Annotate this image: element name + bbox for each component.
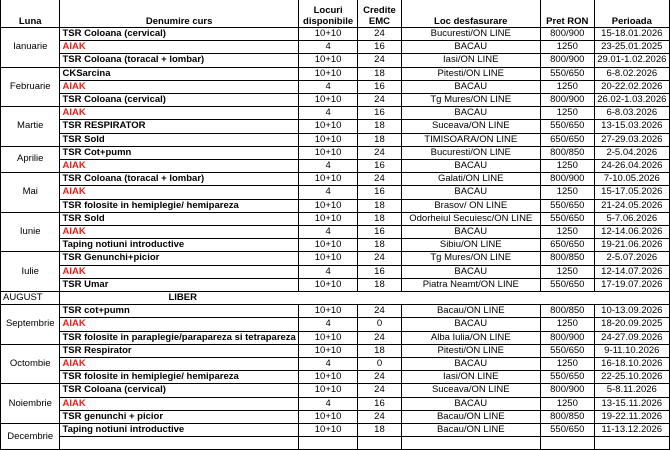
location: Suceava/ON LINE bbox=[401, 384, 540, 397]
price bbox=[540, 437, 594, 450]
emc-credits: 16 bbox=[358, 265, 401, 278]
location: Brasov/ ON LINE bbox=[401, 199, 540, 212]
emc-credits: 24 bbox=[358, 54, 401, 67]
period: 16-18.10.2026 bbox=[594, 358, 669, 371]
table-row bbox=[1, 410, 670, 423]
emc-credits: 0 bbox=[358, 358, 401, 371]
price: 800/900 bbox=[540, 384, 594, 397]
location: TIMISOARA/ON LINE bbox=[401, 133, 540, 146]
course-name: TSR cot+pumn bbox=[60, 305, 298, 318]
month-label: Martie bbox=[1, 107, 60, 147]
seats-available: 4 bbox=[298, 41, 358, 54]
location: Bucuresti/ON LINE bbox=[401, 28, 540, 41]
emc-credits bbox=[358, 437, 401, 450]
table-row bbox=[1, 358, 670, 371]
seats-available: 10+10 bbox=[298, 371, 358, 384]
location: BACAU bbox=[401, 318, 540, 331]
seats-available: 10+10 bbox=[298, 278, 358, 291]
seats-available bbox=[298, 437, 358, 450]
period: 22-25.10.2026 bbox=[594, 371, 669, 384]
seats-available: 10+10 bbox=[298, 173, 358, 186]
location: BACAU bbox=[401, 160, 540, 173]
course-name: TSR Respirator bbox=[60, 344, 298, 357]
seats-available: 10+10 bbox=[298, 239, 358, 252]
seats-available: 10+10 bbox=[298, 67, 358, 80]
period bbox=[594, 437, 669, 450]
course-name: AIAK bbox=[60, 226, 298, 239]
period: 9-11.10.2026 bbox=[594, 344, 669, 357]
period: 12-14.06.2026 bbox=[594, 226, 669, 239]
period: 10-13.09.2026 bbox=[594, 305, 669, 318]
emc-credits: 18 bbox=[358, 212, 401, 225]
header-locuri: Locuri disponibile bbox=[298, 0, 358, 28]
course-name: AIAK bbox=[60, 80, 298, 93]
month-label: Octombie bbox=[1, 344, 60, 384]
price: 1250 bbox=[540, 265, 594, 278]
seats-available: 10+10 bbox=[298, 424, 358, 437]
month-label: Februarie bbox=[1, 67, 60, 107]
emc-credits: 16 bbox=[358, 226, 401, 239]
month-label: Septembrie bbox=[1, 305, 60, 345]
table-row bbox=[1, 41, 670, 54]
month-label: Decembrie bbox=[1, 424, 60, 450]
location: Bacau/ON LINE bbox=[401, 424, 540, 437]
location: BACAU bbox=[401, 397, 540, 410]
header-pret: Pret RON bbox=[540, 0, 594, 28]
price: 800/900 bbox=[540, 173, 594, 186]
table-row bbox=[1, 173, 670, 186]
period: 17-19.07.2026 bbox=[594, 278, 669, 291]
seats-available: 10+10 bbox=[298, 54, 358, 67]
location: Sibiu/ON LINE bbox=[401, 239, 540, 252]
course-name bbox=[60, 437, 298, 450]
course-name: TSR Coloana (toracal + lombar) bbox=[60, 54, 298, 67]
period: 19-21.06.2026 bbox=[594, 239, 669, 252]
month-label: Mai bbox=[1, 173, 60, 213]
seats-available: 10+10 bbox=[298, 120, 358, 133]
location: Tg Mures/ON LINE bbox=[401, 94, 540, 107]
emc-credits: 18 bbox=[358, 278, 401, 291]
table-row bbox=[1, 67, 670, 80]
table-row bbox=[1, 54, 670, 67]
course-name: TSR Umar bbox=[60, 278, 298, 291]
price: 1250 bbox=[540, 80, 594, 93]
price: 800/850 bbox=[540, 252, 594, 265]
seats-available: 10+10 bbox=[298, 410, 358, 423]
price: 550/650 bbox=[540, 212, 594, 225]
table-row bbox=[1, 120, 670, 133]
month-label: Ianuarie bbox=[1, 28, 60, 68]
month-label: Noiembrie bbox=[1, 384, 60, 424]
month-label: Iunie bbox=[1, 212, 60, 252]
period: 15-18.01.2026 bbox=[594, 28, 669, 41]
seats-available: 10+10 bbox=[298, 199, 358, 212]
period: 2-5.04.2026 bbox=[594, 146, 669, 159]
seats-available: 4 bbox=[298, 397, 358, 410]
period: 2-5.07.2026 bbox=[594, 252, 669, 265]
course-name: TSR folosite in hemiplegie/ hemipareza bbox=[60, 371, 298, 384]
table-row bbox=[1, 331, 670, 344]
location: BACAU bbox=[401, 107, 540, 120]
seats-available: 10+10 bbox=[298, 212, 358, 225]
seats-available: 4 bbox=[298, 265, 358, 278]
course-name: AIAK bbox=[60, 41, 298, 54]
emc-credits: 24 bbox=[358, 305, 401, 318]
location: Galati/ON LINE bbox=[401, 173, 540, 186]
seats-available: 4 bbox=[298, 186, 358, 199]
course-name: TSR folosite in hemiplegie/ hemipareza bbox=[60, 199, 298, 212]
emc-credits: 16 bbox=[358, 80, 401, 93]
header-credite: Credite EMC bbox=[358, 0, 401, 28]
price: 1250 bbox=[540, 358, 594, 371]
location: Bucuresti/ON LINE bbox=[401, 146, 540, 159]
location: Odorheiul Secuiesc/ON LINE bbox=[401, 212, 540, 225]
table-row bbox=[1, 305, 670, 318]
location: Piatra Neamt/ON LINE bbox=[401, 278, 540, 291]
emc-credits: 24 bbox=[358, 28, 401, 41]
emc-credits: 18 bbox=[358, 199, 401, 212]
table-row bbox=[1, 397, 670, 410]
location: BACAU bbox=[401, 226, 540, 239]
seats-available: 4 bbox=[298, 318, 358, 331]
table-row bbox=[1, 186, 670, 199]
course-name: AIAK bbox=[60, 318, 298, 331]
emc-credits: 24 bbox=[358, 94, 401, 107]
location: BACAU bbox=[401, 80, 540, 93]
seats-available: 10+10 bbox=[298, 94, 358, 107]
emc-credits: 24 bbox=[358, 331, 401, 344]
table-row bbox=[1, 133, 670, 146]
table-row bbox=[1, 146, 670, 159]
period: 19-22.11.2026 bbox=[594, 410, 669, 423]
schedule-body bbox=[1, 28, 670, 450]
header-luna: Luna bbox=[1, 0, 60, 28]
price: 1250 bbox=[540, 397, 594, 410]
course-name: TSR Sold bbox=[60, 133, 298, 146]
table-row bbox=[1, 424, 670, 437]
course-name: AIAK bbox=[60, 265, 298, 278]
seats-available: 10+10 bbox=[298, 384, 358, 397]
period: 5-8.11.2026 bbox=[594, 384, 669, 397]
emc-credits: 24 bbox=[358, 371, 401, 384]
period: 6-8.03.2026 bbox=[594, 107, 669, 120]
table-row bbox=[1, 80, 670, 93]
course-name: TSR Coloana (cervical) bbox=[60, 28, 298, 41]
table-row bbox=[1, 252, 670, 265]
seats-available: 10+10 bbox=[298, 305, 358, 318]
seats-available: 10+10 bbox=[298, 146, 358, 159]
table-row bbox=[1, 212, 670, 225]
price: 550/650 bbox=[540, 371, 594, 384]
location: Bacau/ON LINE bbox=[401, 305, 540, 318]
course-name: TSR Coloana (cervical) bbox=[60, 94, 298, 107]
table-row bbox=[1, 265, 670, 278]
course-name: TSR genunchi + picior bbox=[60, 410, 298, 423]
course-name: TSR RESPIRATOR bbox=[60, 120, 298, 133]
price: 1250 bbox=[540, 186, 594, 199]
period: 13-15.11.2026 bbox=[594, 397, 669, 410]
period: 24-27.09.2026 bbox=[594, 331, 669, 344]
location: Alba Iulia/ON LINE bbox=[401, 331, 540, 344]
price: 550/650 bbox=[540, 120, 594, 133]
period: 15-17.05.2026 bbox=[594, 186, 669, 199]
period: 7-10.05.2026 bbox=[594, 173, 669, 186]
location: BACAU bbox=[401, 265, 540, 278]
table-row bbox=[1, 384, 670, 397]
course-name: TSR folosite in paraplegie/parapareza si tetrapareza bbox=[60, 331, 298, 344]
period: 23-25.01.2025 bbox=[594, 41, 669, 54]
seats-available: 10+10 bbox=[298, 133, 358, 146]
seats-available: 4 bbox=[298, 160, 358, 173]
table-row bbox=[1, 160, 670, 173]
month-label: Aprilie bbox=[1, 146, 60, 172]
period: 11-13.12.2026 bbox=[594, 424, 669, 437]
period: 13-15.03.2026 bbox=[594, 120, 669, 133]
price: 1250 bbox=[540, 107, 594, 120]
month-label: Iulie bbox=[1, 252, 60, 292]
seats-available: 4 bbox=[298, 80, 358, 93]
course-name: AIAK bbox=[60, 160, 298, 173]
emc-credits: 16 bbox=[358, 41, 401, 54]
course-name: CKSarcina bbox=[60, 67, 298, 80]
seats-available: 4 bbox=[298, 226, 358, 239]
table-row bbox=[1, 107, 670, 120]
location: BACAU bbox=[401, 41, 540, 54]
seats-available: 4 bbox=[298, 358, 358, 371]
period: 5-7.06.2026 bbox=[594, 212, 669, 225]
emc-credits: 16 bbox=[358, 397, 401, 410]
course-name: TSR Coloana (toracal + lombar) bbox=[60, 173, 298, 186]
seats-available: 10+10 bbox=[298, 252, 358, 265]
emc-credits: 18 bbox=[358, 133, 401, 146]
header-loc: Loc desfasurare bbox=[401, 0, 540, 28]
location: Iasi/ON LINE bbox=[401, 371, 540, 384]
course-name: Taping notiuni introductive bbox=[60, 239, 298, 252]
header-row bbox=[1, 0, 670, 28]
emc-credits: 16 bbox=[358, 107, 401, 120]
emc-credits: 16 bbox=[358, 160, 401, 173]
month-row-liber bbox=[1, 292, 670, 305]
emc-credits: 24 bbox=[358, 252, 401, 265]
liber-label: LIBER bbox=[60, 292, 670, 305]
price: 800/850 bbox=[540, 305, 594, 318]
table-row bbox=[1, 278, 670, 291]
seats-available: 10+10 bbox=[298, 344, 358, 357]
course-name: AIAK bbox=[60, 397, 298, 410]
price: 800/900 bbox=[540, 54, 594, 67]
emc-credits: 18 bbox=[358, 239, 401, 252]
seats-available: 4 bbox=[298, 107, 358, 120]
table-row bbox=[1, 28, 670, 41]
course-name: AIAK bbox=[60, 107, 298, 120]
emc-credits: 18 bbox=[358, 120, 401, 133]
price: 550/650 bbox=[540, 67, 594, 80]
period: 12-14.07.2026 bbox=[594, 265, 669, 278]
price: 550/650 bbox=[540, 199, 594, 212]
price: 650/650 bbox=[540, 133, 594, 146]
table-row bbox=[1, 318, 670, 331]
table-row bbox=[1, 94, 670, 107]
price: 1250 bbox=[540, 318, 594, 331]
price: 1250 bbox=[540, 41, 594, 54]
emc-credits: 18 bbox=[358, 344, 401, 357]
location: Pitesti/ON LINE bbox=[401, 344, 540, 357]
seats-available: 10+10 bbox=[298, 28, 358, 41]
price: 550/650 bbox=[540, 278, 594, 291]
header-denumire: Denumire curs bbox=[60, 0, 298, 28]
location: Tg Mures/ON LINE bbox=[401, 252, 540, 265]
location: BACAU bbox=[401, 186, 540, 199]
period: 18-20.09.2025 bbox=[594, 318, 669, 331]
table-row bbox=[1, 199, 670, 212]
emc-credits: 18 bbox=[358, 424, 401, 437]
emc-credits: 0 bbox=[358, 318, 401, 331]
location: Bacau/ON LINE bbox=[401, 410, 540, 423]
course-name: Taping notiuni introductive bbox=[60, 424, 298, 437]
emc-credits: 24 bbox=[358, 173, 401, 186]
seats-available: 10+10 bbox=[298, 331, 358, 344]
price: 800/900 bbox=[540, 331, 594, 344]
course-name: AIAK bbox=[60, 358, 298, 371]
period: 21-24.05.2026 bbox=[594, 199, 669, 212]
table-row bbox=[1, 437, 670, 450]
emc-credits: 24 bbox=[358, 146, 401, 159]
price: 550/650 bbox=[540, 344, 594, 357]
location bbox=[401, 437, 540, 450]
month-label: AUGUST bbox=[1, 292, 60, 305]
price: 800/850 bbox=[540, 410, 594, 423]
table-row bbox=[1, 239, 670, 252]
price: 800/900 bbox=[540, 94, 594, 107]
emc-credits: 24 bbox=[358, 384, 401, 397]
table-row bbox=[1, 226, 670, 239]
location: Pitesti/ON LINE bbox=[401, 67, 540, 80]
course-name: AIAK bbox=[60, 186, 298, 199]
header-perioada: Perioada bbox=[594, 0, 669, 28]
price: 1250 bbox=[540, 226, 594, 239]
course-name: TSR Genunchi+picior bbox=[60, 252, 298, 265]
price: 800/900 bbox=[540, 28, 594, 41]
price: 800/850 bbox=[540, 146, 594, 159]
location: Iasi/ON LINE bbox=[401, 54, 540, 67]
course-name: TSR Coloana (cervical) bbox=[60, 384, 298, 397]
period: 27-29.03.2026 bbox=[594, 133, 669, 146]
location: Suceava/ON LINE bbox=[401, 120, 540, 133]
price: 550/650 bbox=[540, 424, 594, 437]
course-name: TSR Cot+pumn bbox=[60, 146, 298, 159]
emc-credits: 16 bbox=[358, 186, 401, 199]
price: 650/650 bbox=[540, 239, 594, 252]
period: 26.02-1.03.2026 bbox=[594, 94, 669, 107]
course-name: TSR Sold bbox=[60, 212, 298, 225]
emc-credits: 18 bbox=[358, 67, 401, 80]
table-row bbox=[1, 371, 670, 384]
table-row bbox=[1, 344, 670, 357]
location: BACAU bbox=[401, 358, 540, 371]
period: 29.01-1.02.2026 bbox=[594, 54, 669, 67]
period: 6-8.02.2026 bbox=[594, 67, 669, 80]
period: 24-26.04.2026 bbox=[594, 160, 669, 173]
price: 1250 bbox=[540, 160, 594, 173]
period: 20-22.02.2026 bbox=[594, 80, 669, 93]
emc-credits: 24 bbox=[358, 410, 401, 423]
